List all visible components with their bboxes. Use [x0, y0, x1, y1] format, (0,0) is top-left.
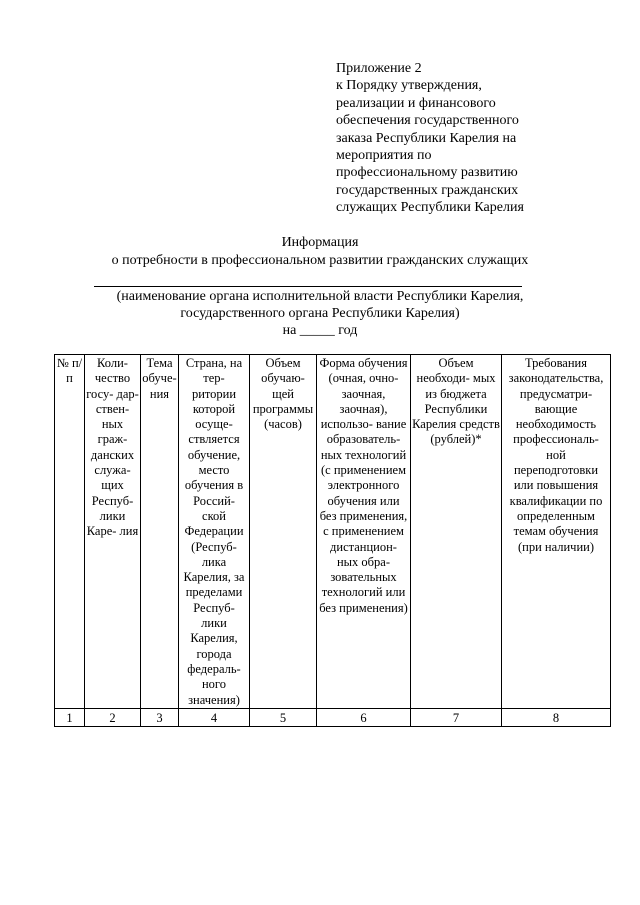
- organization-blank-line: [94, 286, 522, 287]
- header-cell: Объем обучаю- щей программы (часов): [250, 355, 317, 709]
- header-cell: Требования законодательства, предусматри- вающие необходимость профессиональ- ной переподготовки или повышения квалификации по определенным темам обучения (при наличии): [502, 355, 611, 709]
- column-number-cell: 6: [317, 708, 411, 726]
- appendix-line: мероприятия по: [336, 148, 432, 164]
- appendix-line: Приложение 2: [336, 61, 422, 76]
- year-line: на _____ год: [282, 323, 358, 338]
- column-number-cell: 4: [179, 708, 250, 726]
- column-number-cell: 1: [55, 708, 85, 726]
- header-cell: Объем необходи- мых из бюджета Республики Карелия средств (рублей)*: [411, 355, 502, 709]
- column-number-cell: 7: [411, 708, 502, 726]
- column-number-cell: 2: [85, 708, 141, 726]
- header-cell: Форма обучения (очная, очно- заочная, заочная), использо- вание образователь- ных технологий (с применением электронного обучения или без применения, с применением дистанцион- ных обра- зовательных технологий или без применения): [317, 355, 411, 709]
- header-cell: Коли- чество госу- дар- ствен- ных граж- данских служа- щих Респуб- лики Каре- лия: [85, 355, 141, 709]
- column-number-cell: 5: [250, 708, 317, 726]
- appendix-line: обеспечения государственного: [336, 113, 519, 129]
- organization-caption: [0, 288, 640, 339]
- document-subtitle: о потребности в профессиональном развитии гражданских служащих: [111, 253, 529, 268]
- column-number-cell: 3: [141, 708, 179, 726]
- requirements-table: [54, 354, 611, 727]
- appendix-line: реализации и финансового: [336, 95, 496, 111]
- appendix-line: заказа Республики Карелия на: [336, 130, 517, 146]
- column-number-cell: 8: [502, 708, 611, 726]
- column-number-row: [55, 708, 611, 726]
- appendix-line: служащих Республики Карелия: [336, 200, 524, 216]
- document-heading: [0, 234, 640, 270]
- header-cell: Тема обуче- ния: [141, 355, 179, 709]
- organization-caption-line-2: государственного органа Республики Карелия): [180, 306, 460, 321]
- document-title: Информация: [281, 235, 359, 250]
- appendix-line: государственных гражданских: [336, 182, 519, 198]
- appendix-line: к Порядку утверждения,: [336, 78, 482, 94]
- appendix-block: [336, 60, 576, 217]
- appendix-line: профессиональному развитию: [336, 165, 518, 181]
- organization-caption-line-1: (наименование органа исполнительной власти Республики Карелия,: [116, 289, 524, 304]
- header-cell: № п/п: [55, 355, 85, 709]
- header-cell: Страна, на тер- ритории которой осуще- ствляется обучение, место обучения в Россий- ской Федерации (Респуб- лика Карелия, за пределами Респуб- лики Карелия, города федераль- ного значения): [179, 355, 250, 709]
- header-row: [55, 355, 611, 709]
